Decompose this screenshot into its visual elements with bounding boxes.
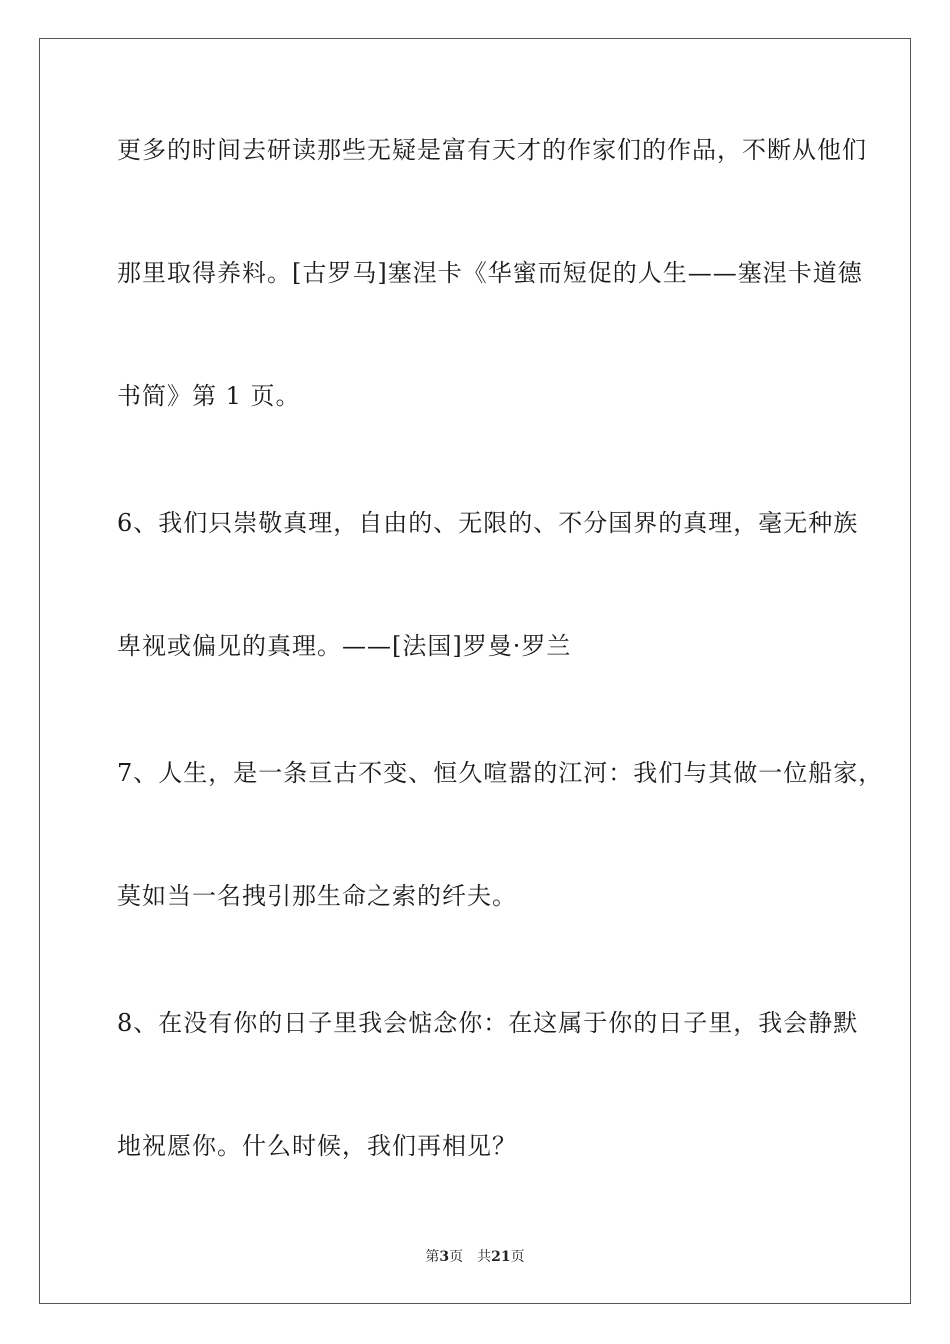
page-label-suffix: 页	[449, 1249, 464, 1265]
text-line: 书简》第 1 页。	[117, 382, 301, 410]
page-label-prefix: 第	[425, 1249, 440, 1265]
total-label-suffix: 页	[510, 1249, 525, 1265]
text-line: 8、在没有你的日子里我会惦念你：在这属于你的日子里，我会静默	[117, 1009, 859, 1037]
text-line: 更多的时间去研读那些无疑是富有天才的作家们的作品，不断从他们	[117, 136, 867, 164]
text-line: 那里取得养料。[古罗马]塞涅卡《华蜜而短促的人生——塞涅卡道德	[117, 259, 863, 287]
page-number: 3	[439, 1249, 450, 1265]
text-line: 地祝愿你。什么时候，我们再相见？	[117, 1132, 517, 1160]
text-line: 莫如当一名拽引那生命之索的纤夫。	[117, 882, 517, 910]
text-line: 6、我们只崇敬真理，自由的、无限的、不分国界的真理，毫无种族	[117, 509, 859, 537]
total-pages: 21	[491, 1249, 511, 1265]
text-line: 7、人生，是一条亘古不变、恒久喧嚣的江河：我们与其做一位船家，	[117, 759, 884, 787]
total-label-prefix: 共	[477, 1249, 492, 1265]
page-frame	[39, 38, 911, 1304]
page-footer	[0, 1248, 950, 1266]
text-line: 卑视或偏见的真理。——[法国]罗曼·罗兰	[117, 632, 572, 660]
